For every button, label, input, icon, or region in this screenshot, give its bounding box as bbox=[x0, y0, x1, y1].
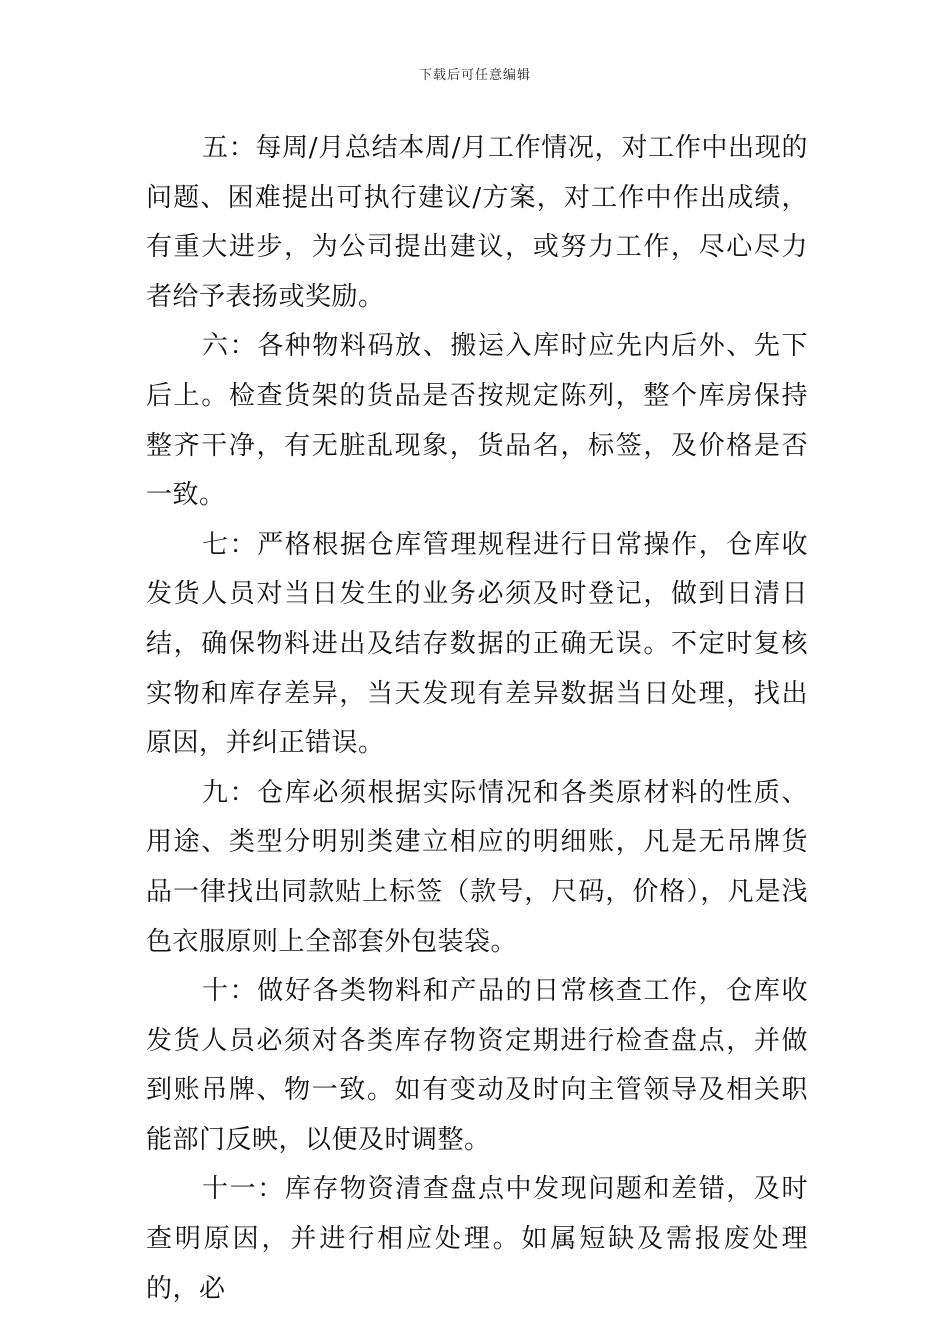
document-body bbox=[146, 124, 808, 1314]
paragraph-7: 七：严格根据仓库管理规程进行日常操作，仓库收发货人员对当日发生的业务必须及时登记，做到日清日结，确保物料进出及结存数据的正确无误。不定时复核实物和库存差异，当天发现有差异数据当日处理，找出原因，并纠正错误。 bbox=[146, 529, 808, 759]
paragraph-6: 六：各种物料码放、搬运入库时应先内后外、先下后上。检查货架的货品是否按规定陈列，整个库房保持整齐干净，有无脏乱现象，货品名，标签，及价格是否一致。 bbox=[146, 331, 808, 511]
paragraph-11: 十一：库存物资清查盘点中发现问题和差错，及时查明原因，并进行相应处理。如属短缺及需报废处理的，必 bbox=[146, 1174, 808, 1304]
paragraph-9: 九：仓库必须根据实际情况和各类原材料的性质、用途、类型分明别类建立相应的明细账，凡是无吊牌货品一律找出同款贴上标签（款号，尺码，价格），凡是浅色衣服原则上全部套外包装袋。 bbox=[146, 777, 808, 957]
header-note: 下载后可任意编辑 bbox=[418, 68, 531, 83]
paragraph-5: 五：每周/月总结本周/月工作情况，对工作中出现的问题、困难提出可执行建议/方案，对工作中作出成绩，有重大进步，为公司提出建议，或努力工作，尽心尽力者给予表扬或奖励。 bbox=[146, 133, 808, 312]
paragraph-10: 十：做好各类物料和产品的日常核查工作，仓库收发货人员必须对各类库存物资定期进行检查盘点，并做到账吊牌、物一致。如有变动及时向主管领导及相关职能部门反映，以便及时调整。 bbox=[146, 976, 808, 1155]
